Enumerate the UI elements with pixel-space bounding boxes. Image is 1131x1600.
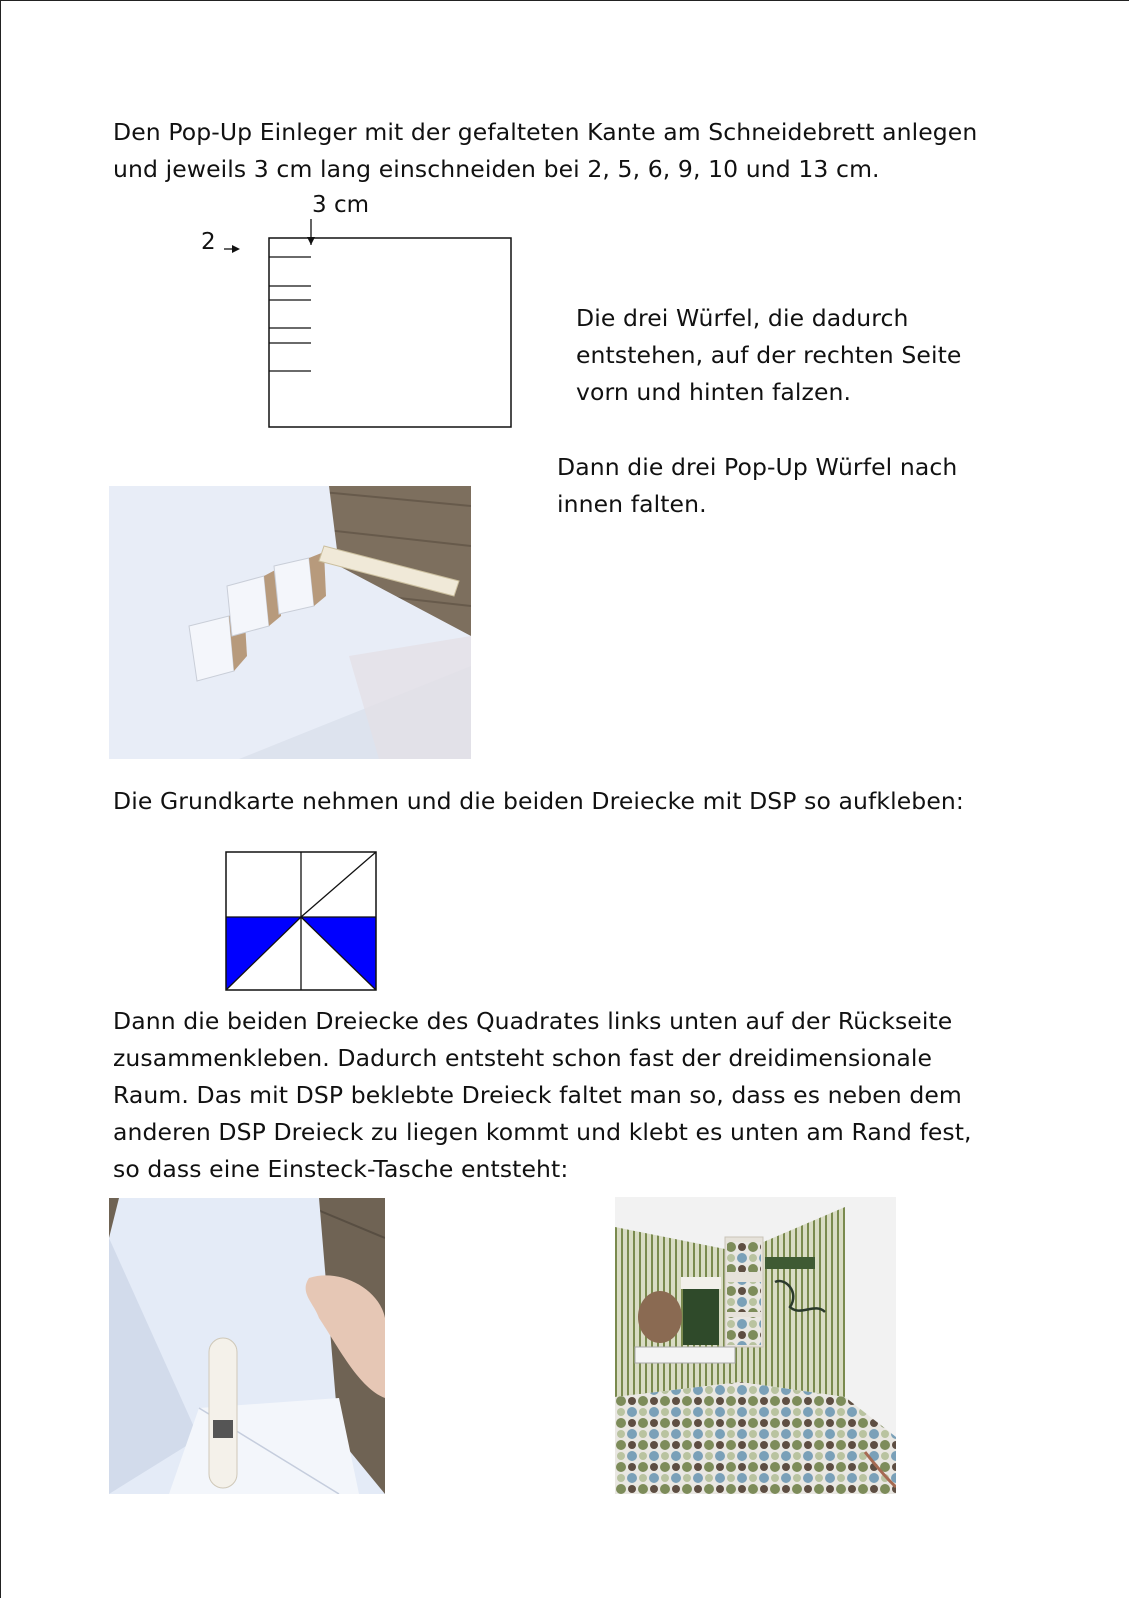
base-card-text: Die Grundkarte nehmen und die beiden Dreiecke mit DSP so aufkleben: (113, 787, 964, 815)
cut-length-label: 3 cm (312, 192, 369, 218)
popup-line-2: innen falten. (557, 490, 707, 518)
start-arrowhead (232, 245, 240, 253)
start-label: 2 (201, 229, 216, 255)
cut-length-arrowhead (307, 237, 315, 245)
square-diagram (224, 850, 379, 995)
final-line-5: so dass eine Einsteck-Tasche entsteht: (113, 1155, 569, 1183)
coffee-cup (683, 1285, 719, 1345)
photo-folding-pocket (109, 1198, 385, 1494)
intro-line-2: und jeweils 3 cm lang einschneiden bei 2, 5, 6, 9, 10 und 13 cm. (113, 155, 880, 183)
final-paragraph (113, 1003, 972, 1188)
final-line-1: Dann die beiden Dreiecke des Quadrates links unten auf der Rückseite (113, 1007, 953, 1035)
fold-paragraph (576, 300, 961, 411)
diagonal-top-right (301, 852, 376, 917)
fold-line-1: Die drei Würfel, die dadurch (576, 304, 909, 332)
label-banner (635, 1347, 735, 1363)
intro-line-1: Den Pop-Up Einleger mit der gefalteten Kante am Schneidebrett anlegen (113, 118, 978, 146)
popup-paragraph (557, 449, 957, 523)
final-line-3: Raum. Das mit DSP beklebte Dreieck faltet man so, dass es neben dem (113, 1081, 962, 1109)
bone-folder-logo (213, 1420, 233, 1438)
insert-outline (269, 238, 511, 427)
photo-popup-cubes (109, 486, 471, 759)
final-line-2: zusammenkleben. Dadurch entsteht schon fast der dreidimensionale (113, 1044, 933, 1072)
fold-line-3: vorn und hinten falzen. (576, 378, 852, 406)
intro-paragraph (113, 114, 977, 188)
cut-diagram (190, 195, 530, 435)
photo-finished-card (615, 1197, 896, 1494)
popup-line-1: Dann die drei Pop-Up Würfel nach (557, 453, 958, 481)
fold-line-2: entstehen, auf der rechten Seite (576, 341, 962, 369)
final-line-4: anderen DSP Dreieck zu liegen kommt und klebt es unten am Rand fest, (113, 1118, 972, 1146)
bone-folder-vertical (209, 1338, 237, 1488)
